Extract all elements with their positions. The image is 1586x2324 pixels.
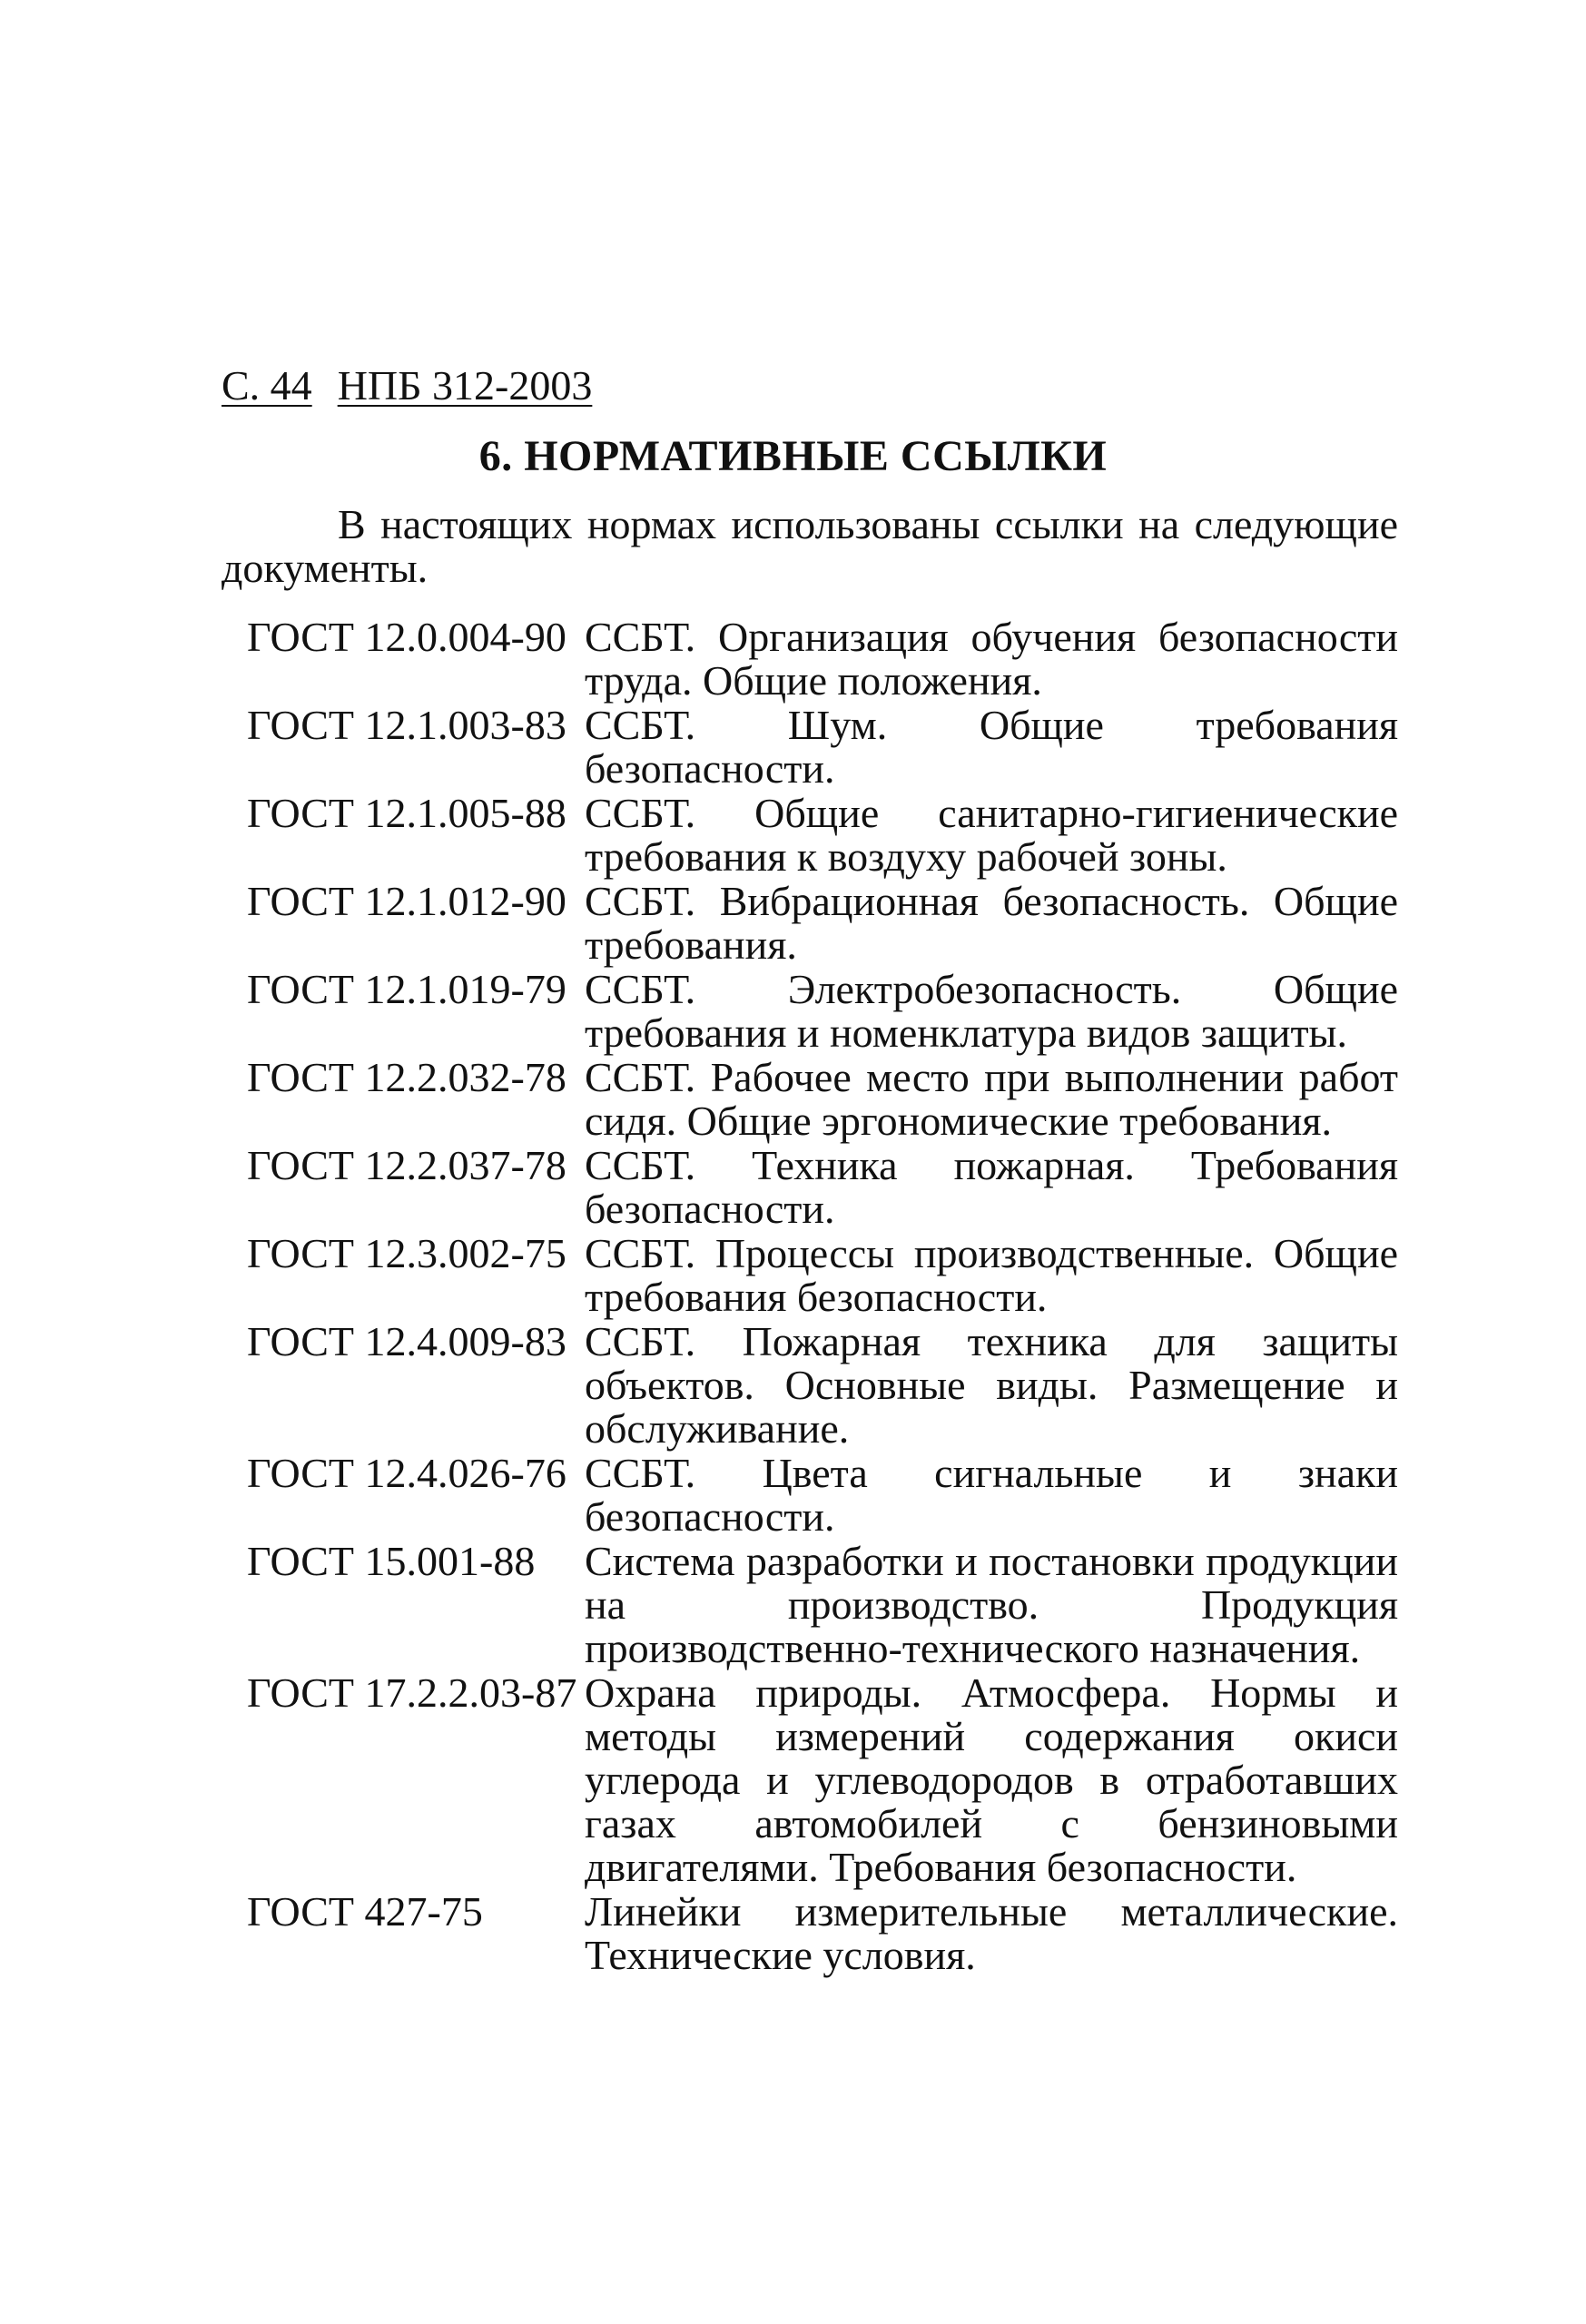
reference-item (222, 1232, 1398, 1319)
reference-code: ГОСТ 12.0.004-90 (247, 614, 566, 660)
reference-item (222, 1056, 1398, 1143)
reference-item (222, 880, 1398, 967)
reference-item (222, 1890, 1398, 1977)
reference-description: ССБТ. Общие санитарно-гигиенические требования к воздуху рабочей зоны. (585, 790, 1398, 880)
reference-code: ГОСТ 17.2.2.03-87 (247, 1669, 577, 1716)
reference-description: ССБТ. Пожарная техника для защиты объектов. Основные виды. Размещение и обслуживание. (585, 1318, 1398, 1452)
document-code: НПБ 312-2003 (337, 362, 593, 409)
reference-description: ССБТ. Процессы производственные. Общие требования безопасности. (585, 1230, 1398, 1320)
reference-description: ССБТ. Цвета сигнальные и знаки безопасности. (585, 1450, 1398, 1540)
reference-description: Линейки измерительные металлические. Технические условия. (585, 1888, 1398, 1978)
reference-description: ССБТ. Вибрационная безопасность. Общие требования. (585, 878, 1398, 968)
reference-code: ГОСТ 12.2.037-78 (247, 1142, 566, 1188)
reference-code: ГОСТ 15.001-88 (247, 1538, 536, 1584)
reference-code: ГОСТ 427-75 (247, 1888, 483, 1935)
reference-description: ССБТ. Шум. Общие требования безопасности. (585, 702, 1398, 792)
section-title: 6. НОРМАТИВНЫЕ ССЫЛКИ (478, 432, 1108, 480)
reference-description: Система разработки и постановки продукции на производство. Продукция производственно-технического назначения. (585, 1538, 1398, 1671)
reference-code: ГОСТ 12.3.002-75 (247, 1230, 566, 1276)
reference-description: ССБТ. Электробезопасность. Общие требования и номенклатура видов защиты. (585, 966, 1398, 1056)
reference-item (222, 704, 1398, 791)
reference-code: ГОСТ 12.1.005-88 (247, 790, 566, 836)
page-header (222, 359, 592, 413)
reference-item (222, 1671, 1398, 1889)
reference-list (222, 615, 1398, 1978)
reference-item (222, 1540, 1398, 1670)
reference-description: ССБТ. Организация обучения безопасности труда. Общие положения. (585, 614, 1398, 704)
reference-code: ГОСТ 12.1.012-90 (247, 878, 566, 924)
intro-paragraph: В настоящих нормах использованы ссылки на следующие документы. (222, 501, 1398, 591)
reference-description: ССБТ. Техника пожарная. Требования безопасности. (585, 1142, 1398, 1232)
reference-code: ГОСТ 12.4.026-76 (247, 1450, 566, 1496)
reference-item (222, 968, 1398, 1055)
reference-item (222, 1144, 1398, 1231)
reference-code: ГОСТ 12.2.032-78 (247, 1054, 566, 1100)
reference-code: ГОСТ 12.1.019-79 (247, 966, 566, 1012)
reference-item (222, 1452, 1398, 1539)
reference-item (222, 1320, 1398, 1451)
reference-code: ГОСТ 12.1.003-83 (247, 702, 566, 748)
reference-description: Охрана природы. Атмосфера. Нормы и методы измерений содержания окиси углерода и углеводородов в отработавших газах автомобилей с бензиновыми двигателями. Требования безопасности. (585, 1669, 1398, 1890)
reference-description: ССБТ. Рабочее место при выполнении работ сидя. Общие эргономические требования. (585, 1054, 1398, 1144)
page-number: С. 44 (222, 362, 312, 409)
reference-item (222, 615, 1398, 703)
reference-item (222, 792, 1398, 879)
reference-code: ГОСТ 12.4.009-83 (247, 1318, 566, 1364)
